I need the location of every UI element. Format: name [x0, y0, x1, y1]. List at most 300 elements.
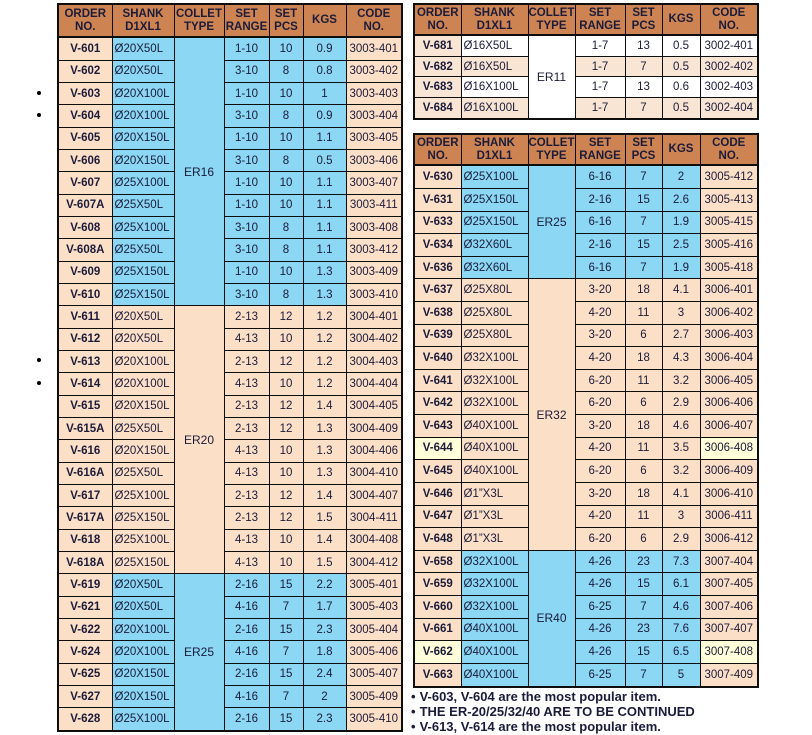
range-cell: 4-13 [224, 373, 269, 395]
shank-cell: Ø32X60L [461, 234, 528, 257]
shank-cell: Ø25X150L [112, 261, 174, 283]
order-cell: V-663 [414, 663, 461, 687]
table-row [414, 211, 758, 234]
table-row [58, 507, 402, 529]
header-row [58, 4, 402, 37]
table-row [414, 256, 758, 279]
table-row [58, 261, 402, 283]
column-header-line: D1XL1 [476, 19, 513, 32]
pcs-cell: 7 [625, 211, 662, 234]
order-cell: V-603 [58, 83, 112, 105]
shank-cell: Ø25X100L [112, 172, 174, 194]
pcs-cell: 15 [625, 188, 662, 211]
code-cell: 3004-407 [346, 484, 402, 506]
kgs-cell: 2.3 [303, 618, 346, 640]
code-cell: 3003-408 [346, 216, 402, 238]
column-header-line: NO. [718, 149, 739, 162]
code-cell: 3004-409 [346, 417, 402, 439]
column-header-line: NO. [75, 20, 96, 33]
table-row [414, 279, 758, 302]
code-cell: 3003-404 [346, 105, 402, 127]
table-row [58, 596, 402, 618]
table-row [414, 550, 758, 573]
code-cell: 3005-413 [700, 188, 758, 211]
shank-cell: Ø20X150L [112, 440, 174, 462]
code-cell: 3003-405 [346, 127, 402, 149]
order-cell: V-618A [58, 551, 112, 573]
shank-cell: Ø25X100L [112, 484, 174, 506]
collet-type-cell: ER20 [174, 306, 224, 574]
code-cell: 3003-411 [346, 194, 402, 216]
order-cell: V-683 [414, 77, 461, 98]
pcs-cell: 7 [625, 98, 662, 119]
column-header-line: KGS [312, 14, 337, 27]
order-cell: V-621 [58, 596, 112, 618]
kgs-cell: 0.5 [662, 35, 700, 56]
order-cell: V-601 [58, 37, 112, 60]
bullet-icon: • [411, 689, 416, 704]
column-header-line: ORDER [416, 137, 459, 149]
pcs-cell: 18 [625, 279, 662, 302]
kgs-cell: 5 [662, 663, 700, 687]
kgs-cell: 1 [303, 83, 346, 105]
kgs-cell: 1.7 [303, 596, 346, 618]
range-cell: 4-13 [224, 462, 269, 484]
kgs-cell: 4.6 [662, 415, 700, 438]
kgs-cell: 2.4 [303, 663, 346, 685]
column-header [662, 134, 700, 165]
code-cell: 3006-405 [700, 369, 758, 392]
order-cell: V-604 [58, 105, 112, 127]
column-header [414, 4, 461, 35]
order-cell: V-624 [58, 641, 112, 663]
shank-cell: Ø20X150L [112, 127, 174, 149]
footnote-text: V-613, V-614 are the most popular item. [419, 718, 661, 734]
order-cell: V-615 [58, 395, 112, 417]
table-row [58, 417, 402, 439]
order-cell: V-646 [414, 482, 461, 505]
kgs-cell: 7.6 [662, 618, 700, 641]
pcs-cell: 10 [269, 462, 303, 484]
order-cell: V-609 [58, 261, 112, 283]
kgs-cell: 3.2 [662, 369, 700, 392]
code-cell: 3004-402 [346, 328, 402, 350]
kgs-cell: 4.6 [662, 595, 700, 618]
shank-cell: Ø16X50L [461, 35, 528, 56]
code-cell: 3006-404 [700, 347, 758, 370]
code-cell: 3004-401 [346, 306, 402, 328]
pcs-cell: 11 [625, 369, 662, 392]
range-cell: 2-13 [224, 306, 269, 328]
order-cell: V-661 [414, 618, 461, 641]
kgs-cell: 1.1 [303, 216, 346, 238]
table-row [58, 350, 402, 372]
footnotes [411, 690, 695, 734]
shank-cell: Ø25X100L [112, 529, 174, 551]
code-cell: 3006-403 [700, 324, 758, 347]
shank-cell: Ø25X50L [112, 417, 174, 439]
column-header [303, 4, 346, 37]
code-cell: 3004-404 [346, 373, 402, 395]
code-cell: 3005-406 [346, 641, 402, 663]
order-cell: V-648 [414, 528, 461, 551]
pcs-cell: 10 [269, 440, 303, 462]
shank-cell: Ø1”X3L [461, 528, 528, 551]
code-cell: 3003-401 [346, 37, 402, 60]
range-cell: 2-13 [224, 417, 269, 439]
column-header [112, 4, 174, 37]
code-cell: 3007-405 [700, 573, 758, 596]
code-cell: 3007-406 [700, 595, 758, 618]
popular-item-bullet [37, 358, 41, 362]
column-header-line: SHANK [474, 7, 515, 19]
order-cell: V-681 [414, 35, 461, 56]
kgs-cell: 2.7 [662, 324, 700, 347]
range-cell: 6-20 [575, 369, 625, 392]
range-cell: 2-16 [224, 618, 269, 640]
order-cell: V-619 [58, 574, 112, 596]
code-cell: 3004-408 [346, 529, 402, 551]
code-cell: 3005-416 [700, 234, 758, 257]
popular-item-bullet [37, 91, 41, 95]
column-header-line: KGS [668, 143, 694, 156]
order-cell: V-613 [58, 350, 112, 372]
column-header [528, 4, 575, 35]
table-row [58, 328, 402, 350]
collet-type-cell: ER16 [174, 37, 224, 306]
shank-cell: Ø20X150L [112, 150, 174, 172]
range-cell: 4-16 [224, 641, 269, 663]
order-cell: V-641 [414, 369, 461, 392]
range-cell: 2-13 [224, 484, 269, 506]
code-cell: 3005-403 [346, 596, 402, 618]
code-cell: 3003-406 [346, 150, 402, 172]
column-header-line: D1XL1 [125, 20, 161, 33]
bullet-icon: • [411, 718, 416, 734]
code-cell: 3007-404 [700, 550, 758, 573]
range-cell: 6-16 [575, 211, 625, 234]
order-cell: V-644 [414, 437, 461, 460]
order-cell: V-643 [414, 415, 461, 438]
shank-cell: Ø25X100L [112, 708, 174, 731]
shank-cell: Ø32X100L [461, 550, 528, 573]
column-header [700, 4, 758, 35]
code-cell: 3006-406 [700, 392, 758, 415]
pcs-cell: 8 [269, 283, 303, 305]
pcs-cell: 13 [625, 77, 662, 98]
column-header [575, 4, 625, 35]
kgs-cell: 6.1 [662, 573, 700, 596]
order-cell: V-606 [58, 150, 112, 172]
pcs-cell: 15 [625, 641, 662, 664]
kgs-cell: 1.2 [303, 373, 346, 395]
range-cell: 3-10 [224, 150, 269, 172]
code-cell: 3002-403 [700, 77, 758, 98]
shank-cell: Ø25X150L [461, 211, 528, 234]
range-cell: 3-10 [224, 105, 269, 127]
column-header [528, 134, 575, 165]
kgs-cell: 1.1 [303, 127, 346, 149]
pcs-cell: 12 [269, 350, 303, 372]
code-cell: 3004-410 [346, 462, 402, 484]
pcs-cell: 6 [625, 460, 662, 483]
pcs-cell: 10 [269, 83, 303, 105]
shank-cell: Ø32X100L [461, 595, 528, 618]
order-cell: V-631 [414, 188, 461, 211]
range-cell: 3-20 [575, 415, 625, 438]
column-header-line: TYPE [183, 20, 215, 33]
order-cell: V-607A [58, 194, 112, 216]
kgs-cell: 1.9 [662, 256, 700, 279]
pcs-cell: 7 [625, 663, 662, 687]
table-row [58, 306, 402, 328]
order-cell: V-617A [58, 507, 112, 529]
column-header-line: SET [235, 8, 258, 20]
shank-cell: Ø20X50L [112, 37, 174, 60]
kgs-cell: 1.3 [303, 440, 346, 462]
table-row [414, 528, 758, 551]
table-row [414, 663, 758, 687]
kgs-cell: 2.9 [662, 528, 700, 551]
table-row [414, 347, 758, 370]
kgs-cell: 2.5 [662, 234, 700, 257]
shank-cell: Ø1”X3L [461, 482, 528, 505]
pcs-cell: 10 [269, 373, 303, 395]
kgs-cell: 0.5 [662, 56, 700, 77]
column-header-line: ORDER [64, 8, 107, 20]
table-row [58, 105, 402, 127]
range-cell: 2-13 [224, 507, 269, 529]
code-cell: 3006-407 [700, 415, 758, 438]
column-header [224, 4, 269, 37]
range-cell: 1-10 [224, 83, 269, 105]
shank-cell: Ø20X100L [112, 105, 174, 127]
pcs-cell: 7 [269, 641, 303, 663]
range-cell: 4-13 [224, 328, 269, 350]
shank-cell: Ø1”X3L [461, 505, 528, 528]
table-row [414, 324, 758, 347]
pcs-cell: 7 [625, 56, 662, 77]
range-cell: 6-20 [575, 460, 625, 483]
collet-type-cell: ER40 [528, 550, 575, 687]
column-header-line: SET [274, 8, 298, 20]
pcs-cell: 6 [625, 324, 662, 347]
pcs-cell: 18 [625, 347, 662, 370]
pcs-cell: 15 [625, 234, 662, 257]
range-cell: 4-26 [575, 550, 625, 573]
order-cell: V-602 [58, 60, 112, 82]
range-cell: 4-13 [224, 551, 269, 573]
order-cell: V-647 [414, 505, 461, 528]
column-header-line: PCS [274, 20, 298, 33]
table-row [414, 188, 758, 211]
kgs-cell: 1.1 [303, 194, 346, 216]
column-header-line: SET [632, 137, 655, 149]
pcs-cell: 7 [625, 595, 662, 618]
shank-cell: Ø32X100L [461, 347, 528, 370]
kgs-cell: 7.3 [662, 550, 700, 573]
order-cell: V-622 [58, 618, 112, 640]
column-header [269, 4, 303, 37]
column-header-line: CODE [357, 8, 391, 20]
kgs-cell: 2.3 [303, 708, 346, 731]
column-header-line: KGS [668, 13, 694, 26]
bullet-icon: • [411, 703, 416, 719]
order-cell: V-628 [58, 708, 112, 731]
order-cell: V-638 [414, 302, 461, 325]
kgs-cell: 4.3 [662, 347, 700, 370]
shank-cell: Ø20X150L [112, 395, 174, 417]
pcs-cell: 10 [269, 127, 303, 149]
column-header-line: PCS [631, 19, 656, 32]
column-header-line: D1XL1 [476, 149, 513, 162]
shank-cell: Ø25X150L [112, 283, 174, 305]
shank-cell: Ø20X50L [112, 306, 174, 328]
order-cell: V-618 [58, 529, 112, 551]
shank-cell: Ø40X100L [461, 437, 528, 460]
kgs-cell: 0.5 [303, 150, 346, 172]
kgs-cell: 1.3 [303, 417, 346, 439]
table-row [58, 462, 402, 484]
pcs-cell: 8 [269, 60, 303, 82]
table-row [414, 641, 758, 664]
column-header [174, 4, 224, 37]
range-cell: 6-20 [575, 528, 625, 551]
shank-cell: Ø20X150L [112, 685, 174, 707]
table-row [414, 460, 758, 483]
range-cell: 6-16 [575, 165, 625, 188]
range-cell: 2-13 [224, 395, 269, 417]
order-cell: V-633 [414, 211, 461, 234]
kgs-cell: 1.9 [662, 211, 700, 234]
column-header-line: NO. [363, 20, 384, 33]
code-cell: 3003-403 [346, 83, 402, 105]
pcs-cell: 7 [625, 165, 662, 188]
table-row [414, 35, 758, 56]
pcs-cell: 10 [269, 261, 303, 283]
table-row [58, 194, 402, 216]
code-cell: 3006-412 [700, 528, 758, 551]
pcs-cell: 13 [625, 35, 662, 56]
table-row [58, 440, 402, 462]
order-cell: V-605 [58, 127, 112, 149]
table-row [414, 165, 758, 188]
main-left-table [57, 3, 403, 732]
order-cell: V-682 [414, 56, 461, 77]
kgs-cell: 2 [303, 685, 346, 707]
range-cell: 2-16 [575, 188, 625, 211]
code-cell: 3004-403 [346, 350, 402, 372]
order-cell: V-642 [414, 392, 461, 415]
kgs-cell: 0.5 [662, 98, 700, 119]
code-cell: 3002-401 [700, 35, 758, 56]
table-row [58, 83, 402, 105]
column-header-line: TYPE [536, 19, 567, 32]
shank-cell: Ø25X50L [112, 239, 174, 261]
pcs-cell: 15 [269, 574, 303, 596]
column-header-line: NO. [718, 19, 739, 32]
table-row [58, 172, 402, 194]
collet-type-cell: ER25 [174, 574, 224, 731]
code-cell: 3003-409 [346, 261, 402, 283]
range-cell: 2-16 [224, 574, 269, 596]
pcs-cell: 10 [269, 37, 303, 60]
column-header-line: CODE [712, 137, 746, 149]
table-row [414, 234, 758, 257]
table-row [414, 302, 758, 325]
kgs-cell: 0.9 [303, 37, 346, 60]
column-header-line: ORDER [416, 7, 459, 19]
range-cell: 6-20 [575, 392, 625, 415]
range-cell: 1-10 [224, 172, 269, 194]
shank-cell: Ø25X50L [112, 194, 174, 216]
code-cell: 3003-407 [346, 172, 402, 194]
left-table-wrapper [57, 3, 403, 732]
range-cell: 1-10 [224, 127, 269, 149]
collet-type-cell: ER32 [528, 279, 575, 550]
order-cell: V-630 [414, 165, 461, 188]
code-cell: 3005-412 [700, 165, 758, 188]
range-cell: 3-20 [575, 279, 625, 302]
kgs-cell: 3.2 [662, 460, 700, 483]
kgs-cell: 1.5 [303, 551, 346, 573]
table-row [58, 708, 402, 731]
kgs-cell: 1.4 [303, 395, 346, 417]
order-cell: V-659 [414, 573, 461, 596]
pcs-cell: 11 [625, 302, 662, 325]
pcs-cell: 18 [625, 415, 662, 438]
pcs-cell: 6 [625, 392, 662, 415]
range-cell: 3-10 [224, 216, 269, 238]
code-cell: 3006-410 [700, 482, 758, 505]
column-header [700, 134, 758, 165]
code-cell: 3007-408 [700, 641, 758, 664]
range-cell: 4-26 [575, 573, 625, 596]
shank-cell: Ø20X50L [112, 60, 174, 82]
table-row [58, 239, 402, 261]
pcs-cell: 23 [625, 618, 662, 641]
pcs-cell: 10 [269, 328, 303, 350]
kgs-cell: 3 [662, 505, 700, 528]
range-cell: 2-16 [224, 708, 269, 731]
range-cell: 4-20 [575, 302, 625, 325]
order-cell: V-634 [414, 234, 461, 257]
table-row [58, 127, 402, 149]
er11-table-wrapper [413, 3, 759, 120]
shank-cell: Ø20X50L [112, 596, 174, 618]
range-cell: 4-13 [224, 440, 269, 462]
shank-cell: Ø25X80L [461, 279, 528, 302]
range-cell: 4-16 [224, 596, 269, 618]
table-row [58, 484, 402, 506]
code-cell: 3006-402 [700, 302, 758, 325]
footnote-line [411, 720, 695, 735]
pcs-cell: 7 [269, 596, 303, 618]
collet-type-cell: ER11 [528, 35, 575, 119]
column-header-line: SHANK [122, 8, 164, 20]
column-header-line: CODE [712, 7, 746, 19]
range-cell: 1-10 [224, 37, 269, 60]
range-cell: 3-20 [575, 324, 625, 347]
pcs-cell: 12 [269, 395, 303, 417]
shank-cell: Ø32X100L [461, 392, 528, 415]
table-row [414, 98, 758, 119]
range-cell: 6-25 [575, 595, 625, 618]
order-cell: V-637 [414, 279, 461, 302]
code-cell: 3004-406 [346, 440, 402, 462]
collet-type-cell: ER25 [528, 165, 575, 279]
main-right-table [413, 133, 759, 688]
